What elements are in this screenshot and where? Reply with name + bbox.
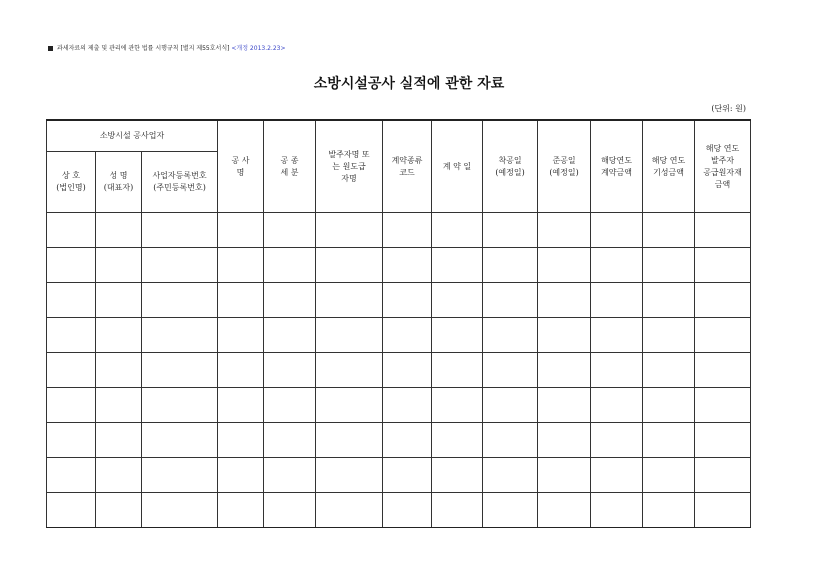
table-cell[interactable] [432, 283, 483, 318]
table-cell[interactable] [432, 493, 483, 528]
header-line: (주민등록번호) [153, 183, 206, 192]
table-cell[interactable] [591, 493, 643, 528]
law-reference: 과세자료의 제출 및 관리에 관한 법률 시행규칙 [별지 제55호서식] [57, 45, 230, 52]
table-cell[interactable] [383, 283, 432, 318]
table-cell[interactable] [695, 248, 751, 283]
table-cell[interactable] [264, 353, 316, 388]
table-cell[interactable] [591, 423, 643, 458]
header-line: (법인명) [56, 183, 86, 192]
header-line: 공 사 [231, 155, 250, 165]
revision-note: <개정 2013.2.23> [231, 45, 286, 52]
table-cell[interactable] [142, 353, 218, 388]
table-cell[interactable] [316, 493, 383, 528]
table-cell[interactable] [218, 353, 264, 388]
table-cell[interactable] [643, 458, 695, 493]
table-cell[interactable] [538, 388, 591, 423]
header-line: 는 원도급 [332, 161, 366, 171]
header-line: 발주자명 또 [328, 149, 370, 159]
header-line: 계약종류 [391, 155, 423, 165]
table-cell[interactable] [218, 458, 264, 493]
table-cell[interactable] [483, 458, 538, 493]
table-cell[interactable] [432, 388, 483, 423]
table-row [47, 388, 751, 423]
table-cell[interactable] [218, 493, 264, 528]
table-cell[interactable] [383, 213, 432, 248]
table-cell[interactable] [264, 318, 316, 353]
table-cell[interactable] [47, 213, 96, 248]
table-cell[interactable] [142, 388, 218, 423]
table-cell[interactable] [591, 458, 643, 493]
table-cell[interactable] [316, 423, 383, 458]
table-cell[interactable] [643, 353, 695, 388]
table-cell[interactable] [643, 493, 695, 528]
table-cell[interactable] [218, 318, 264, 353]
col-contract-date [432, 120, 483, 213]
table-cell[interactable] [483, 493, 538, 528]
document-title: 소방시설공사 실적에 관한 자료 [313, 76, 505, 92]
table-cell[interactable] [643, 423, 695, 458]
table-cell[interactable] [316, 353, 383, 388]
table-cell[interactable] [264, 458, 316, 493]
table-cell[interactable] [695, 493, 751, 528]
table-cell[interactable] [96, 318, 142, 353]
col-work-type [264, 120, 316, 213]
table-cell[interactable] [591, 353, 643, 388]
table-cell[interactable] [383, 388, 432, 423]
table-cell[interactable] [538, 283, 591, 318]
table-cell[interactable] [538, 353, 591, 388]
table-cell[interactable] [142, 213, 218, 248]
table-cell[interactable] [316, 248, 383, 283]
table-cell[interactable] [483, 213, 538, 248]
col-client-name [316, 120, 383, 213]
table-cell[interactable] [538, 423, 591, 458]
table-cell[interactable] [695, 458, 751, 493]
col-project-name [218, 120, 264, 213]
table-cell[interactable] [47, 423, 96, 458]
header-line: 계약금액 [601, 167, 632, 177]
table-cell[interactable] [47, 493, 96, 528]
table-cell[interactable] [695, 388, 751, 423]
header-line: 해당 연도 [705, 143, 740, 153]
table-cell[interactable] [264, 248, 316, 283]
form-reference [48, 43, 286, 52]
table-cell[interactable] [432, 213, 483, 248]
table-cell[interactable] [383, 423, 432, 458]
table-row [47, 353, 751, 388]
table-cell[interactable] [432, 423, 483, 458]
col-start-date [483, 120, 538, 213]
table-cell[interactable] [96, 283, 142, 318]
table-cell[interactable] [432, 353, 483, 388]
header-line: 사업자등록번호 [152, 171, 207, 180]
table-cell[interactable] [96, 248, 142, 283]
table-row [47, 248, 751, 283]
table-cell[interactable] [316, 388, 383, 423]
header-line: 해당연도 [601, 155, 632, 165]
table-cell[interactable] [695, 423, 751, 458]
performance-table [46, 119, 751, 528]
col-material-amount [695, 120, 751, 213]
table-cell[interactable] [218, 248, 264, 283]
table-cell[interactable] [643, 213, 695, 248]
table-cell[interactable] [483, 248, 538, 283]
contractor-group-header: 소방시설 공사업자 [47, 120, 218, 152]
table-cell[interactable] [643, 388, 695, 423]
table-cell[interactable] [316, 283, 383, 318]
table-cell[interactable] [264, 493, 316, 528]
header-line: 세 분 [280, 167, 299, 177]
table-cell[interactable] [695, 213, 751, 248]
header-line: (대표자) [103, 183, 134, 192]
table-cell[interactable] [538, 248, 591, 283]
table-cell[interactable] [432, 248, 483, 283]
header-line: 코드 [399, 167, 415, 177]
table-cell[interactable] [96, 493, 142, 528]
sub-company-name [47, 152, 96, 213]
col-contract-amount [591, 120, 643, 213]
table-row [47, 423, 751, 458]
table-cell[interactable] [264, 388, 316, 423]
table-cell[interactable] [483, 423, 538, 458]
table-cell[interactable] [432, 458, 483, 493]
header-line: 준공일 [552, 155, 576, 165]
header-line: 해당 연도 [651, 155, 686, 165]
header-line: 발주자 [710, 155, 735, 165]
table-row [47, 213, 751, 248]
table-cell[interactable] [264, 423, 316, 458]
table-cell[interactable] [218, 213, 264, 248]
table-row [47, 318, 751, 353]
table-cell[interactable] [695, 353, 751, 388]
table-cell[interactable] [96, 423, 142, 458]
table-cell[interactable] [383, 493, 432, 528]
table-cell[interactable] [142, 283, 218, 318]
table-cell[interactable] [47, 353, 96, 388]
table-cell[interactable] [142, 318, 218, 353]
table-cell[interactable] [47, 318, 96, 353]
unit-label: (단위: 원) [711, 104, 746, 113]
table-cell[interactable] [96, 458, 142, 493]
table-cell[interactable] [316, 213, 383, 248]
table-cell[interactable] [538, 213, 591, 248]
header-line: 공급원자재 [703, 167, 742, 177]
table-cell[interactable] [643, 318, 695, 353]
header-line: (예정일) [495, 167, 525, 177]
header-line: 금액 [714, 179, 731, 189]
table-cell[interactable] [142, 248, 218, 283]
table-cell[interactable] [383, 248, 432, 283]
table-cell[interactable] [591, 248, 643, 283]
col-completion-date [538, 120, 591, 213]
table-cell[interactable] [643, 283, 695, 318]
table-cell[interactable] [96, 213, 142, 248]
table-cell[interactable] [483, 318, 538, 353]
header-line: 명 [236, 167, 245, 177]
table-row [47, 493, 751, 528]
table-cell[interactable] [218, 388, 264, 423]
table-cell[interactable] [96, 388, 142, 423]
table-cell[interactable] [264, 283, 316, 318]
table-cell[interactable] [264, 213, 316, 248]
table-cell[interactable] [483, 353, 538, 388]
table-cell[interactable] [316, 458, 383, 493]
table-cell[interactable] [538, 493, 591, 528]
header-line: 상 호 [62, 171, 80, 180]
table-cell[interactable] [591, 318, 643, 353]
header-line: 착공일 [498, 155, 522, 165]
header-line: 기성금액 [653, 167, 684, 177]
table-cell[interactable] [47, 248, 96, 283]
table-cell[interactable] [142, 423, 218, 458]
table-cell[interactable] [142, 458, 218, 493]
sub-representative [96, 152, 142, 213]
table-cell[interactable] [432, 318, 483, 353]
table-cell[interactable] [538, 318, 591, 353]
table-cell[interactable] [218, 283, 264, 318]
table-cell[interactable] [591, 213, 643, 248]
table-cell[interactable] [47, 458, 96, 493]
table-cell[interactable] [47, 388, 96, 423]
bullet-square-icon [48, 46, 53, 51]
header-line: 계 약 일 [442, 161, 472, 171]
col-contract-type-code [383, 120, 432, 213]
table-cell[interactable] [96, 353, 142, 388]
table-cell[interactable] [695, 283, 751, 318]
table-cell[interactable] [316, 318, 383, 353]
table-cell[interactable] [643, 248, 695, 283]
table-cell[interactable] [47, 283, 96, 318]
table-cell[interactable] [591, 388, 643, 423]
table-cell[interactable] [383, 318, 432, 353]
table-row [47, 458, 751, 493]
header-line: 공 종 [280, 155, 299, 165]
header-line: 성 명 [109, 171, 128, 180]
table-cell[interactable] [538, 458, 591, 493]
header-line: (예정일) [549, 167, 579, 177]
table-cell[interactable] [383, 353, 432, 388]
sub-business-number [142, 152, 218, 213]
table-cell[interactable] [483, 388, 538, 423]
table-cell[interactable] [591, 283, 643, 318]
table-row [47, 283, 751, 318]
table-cell[interactable] [218, 423, 264, 458]
table-cell[interactable] [383, 458, 432, 493]
table-cell[interactable] [483, 283, 538, 318]
header-line: 자명 [341, 173, 357, 183]
table-cell[interactable] [142, 493, 218, 528]
table-cell[interactable] [695, 318, 751, 353]
col-progress-amount [643, 120, 695, 213]
